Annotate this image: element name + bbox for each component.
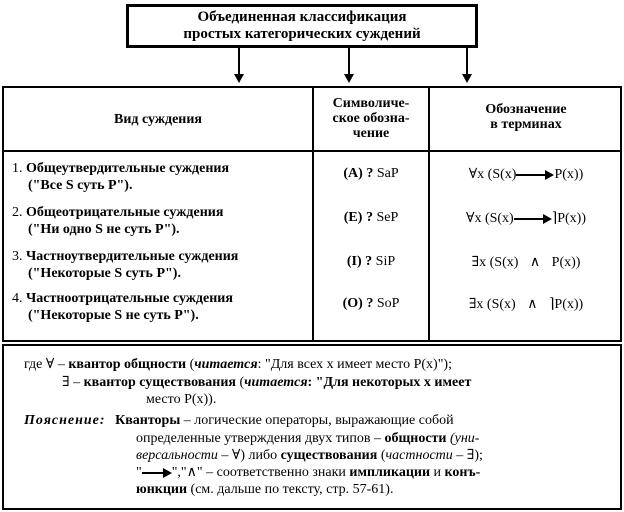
header-divider [4, 150, 620, 152]
notes-box [2, 344, 622, 510]
diagram-title [126, 4, 478, 48]
explanation-4-term-2: конъ- [444, 465, 481, 480]
row-2-sym: SeP [376, 210, 399, 225]
title-line-1: Объединенная классификация [197, 9, 407, 25]
connector-arrowhead-1 [234, 74, 244, 83]
row-4-formula-left: ∃x (S(x) [468, 297, 516, 312]
table-row-2-kind [12, 204, 223, 238]
implication-arrow-icon [142, 468, 172, 478]
conjunction-icon: ∧ [529, 255, 541, 270]
header-symbolic [314, 96, 428, 141]
row-1-number: 1. [12, 161, 23, 176]
conjunction-icon: ∧ [527, 297, 538, 312]
connector-line-3 [466, 48, 468, 74]
row-2-letter: (E) [343, 210, 363, 225]
row-2-symbolic [314, 210, 428, 226]
note-2-open: ( [239, 375, 245, 390]
row-3-formula [430, 254, 622, 271]
connector-arrowhead-3 [462, 74, 472, 83]
implication-arrow-icon [514, 214, 552, 224]
row-4-symbolic [314, 296, 428, 312]
classification-table [2, 86, 622, 342]
explanation-3-rest: – ∃); [456, 448, 483, 463]
explanation-3-mid: – ∀) либо [221, 448, 278, 463]
note-2-italic: читается [244, 375, 308, 390]
row-4-example: ("Некоторые S не суть P"). [28, 308, 199, 323]
note-explanation-line-3 [136, 447, 483, 464]
explanation-3-open: ( [380, 448, 386, 463]
row-1-symbolic [314, 166, 428, 182]
row-3-question: ? [365, 254, 373, 269]
title-line-2: простых категорических суждений [183, 26, 421, 42]
row-1-formula-right: P(x)) [554, 167, 584, 182]
row-2-example: ("Ни одно S не суть P"). [28, 222, 180, 237]
row-3-symbolic [314, 254, 428, 270]
note-explanation-line-5 [136, 481, 393, 498]
explanation-2-term: общности [384, 431, 447, 446]
note-existential-continued: место P(x)). [146, 392, 217, 407]
row-3-letter: (I) [346, 254, 362, 269]
row-1-letter: (A) [343, 166, 363, 181]
explanation-3-italic-2: частности [385, 448, 453, 463]
header-terms-line-1: Обозначение [485, 102, 567, 117]
row-3-sym: SiP [375, 254, 396, 269]
row-2-number: 2. [12, 205, 23, 220]
table-row-4-kind [12, 290, 233, 324]
row-4-letter: (O) [342, 296, 363, 311]
table-row-1-kind [12, 160, 229, 194]
note-1-prefix: где ∀ – [24, 357, 65, 372]
row-3-number: 3. [12, 249, 23, 264]
row-3-name: Частноутвердительные суждения [26, 249, 239, 264]
explanation-4-term-1: импликации [349, 465, 431, 480]
note-explanation-line-4 [136, 464, 480, 481]
note-1-term: квантор общности [68, 357, 187, 372]
explanation-3-italic: версальности [136, 448, 218, 463]
negation-icon: ⌉ [551, 211, 558, 226]
note-1-open: ( [189, 357, 195, 372]
explanation-label: Пояснение: [24, 413, 106, 428]
explanation-rest: – логические операторы, выражающие собой [183, 413, 454, 428]
explanation-4-and: и [433, 465, 442, 480]
row-3-formula-right: P(x)) [551, 255, 581, 270]
negation-icon: ⌉ [548, 297, 555, 312]
explanation-3-term: существования [280, 448, 378, 463]
row-4-name: Частноотрицательные суждения [26, 291, 233, 306]
connector-line-2 [348, 48, 350, 74]
note-explanation-line-2 [136, 430, 479, 447]
note-1-italic: читается [194, 357, 258, 372]
row-1-formula-left: ∀x (S(x) [468, 167, 517, 182]
row-1-formula [430, 166, 622, 183]
header-terms-line-2: в терминах [490, 117, 562, 132]
row-2-formula-right: P(x)) [557, 211, 586, 226]
row-4-formula-right: P(x)) [554, 297, 584, 312]
note-universal-quantifier [24, 356, 452, 373]
note-2-rest: : "Для некоторых x имеет [307, 375, 472, 390]
row-2-formula [430, 210, 622, 227]
row-1-question: ? [366, 166, 374, 181]
header-terms [430, 102, 622, 132]
row-2-name: Общеотрицательные суждения [26, 205, 224, 220]
row-2-question: ? [365, 210, 373, 225]
header-symbolic-line-2: ское обозна- [332, 111, 410, 126]
row-4-number: 4. [12, 291, 23, 306]
header-symbolic-line-3: чение [352, 126, 390, 141]
explanation-4-quote: " [136, 465, 142, 480]
row-1-name: Общеутвердительные суждения [26, 161, 230, 176]
row-4-formula [430, 296, 622, 313]
note-2-prefix: ∃ – [62, 375, 81, 390]
note-explanation [24, 412, 454, 429]
row-3-example: ("Некоторые S суть P"). [28, 266, 181, 281]
note-2-term: квантор существования [83, 375, 236, 390]
header-symbolic-line-1: Символиче- [332, 96, 410, 111]
explanation-5-rest: (см. дальше по тексту, стр. 57-61). [190, 482, 394, 497]
header-kind: Вид суждения [114, 112, 202, 127]
explanation-2-rest: (уни- [449, 431, 480, 446]
explanation-term: Кванторы [115, 413, 181, 428]
explanation-2-prefix: определенные утверждения двух типов – [136, 431, 381, 446]
explanation-5-term: юнкции [136, 482, 188, 497]
row-4-sym: SoP [376, 296, 400, 311]
implication-arrow-icon [516, 170, 554, 180]
row-3-formula-left: ∃x (S(x) [471, 255, 519, 270]
note-1-rest: : "Для всех x имеет место P(x)"); [257, 357, 452, 372]
connector-line-1 [238, 48, 240, 74]
explanation-4-separator: ","∧" – соответственно знаки [171, 465, 346, 480]
row-2-formula-left: ∀x (S(x) [466, 211, 514, 226]
row-4-question: ? [366, 296, 374, 311]
table-row-3-kind [12, 248, 238, 282]
row-1-sym: SaP [376, 166, 399, 181]
row-1-example: ("Все S суть P"). [28, 178, 133, 193]
note-existential-quantifier [62, 374, 471, 391]
connector-arrowhead-2 [344, 74, 354, 83]
